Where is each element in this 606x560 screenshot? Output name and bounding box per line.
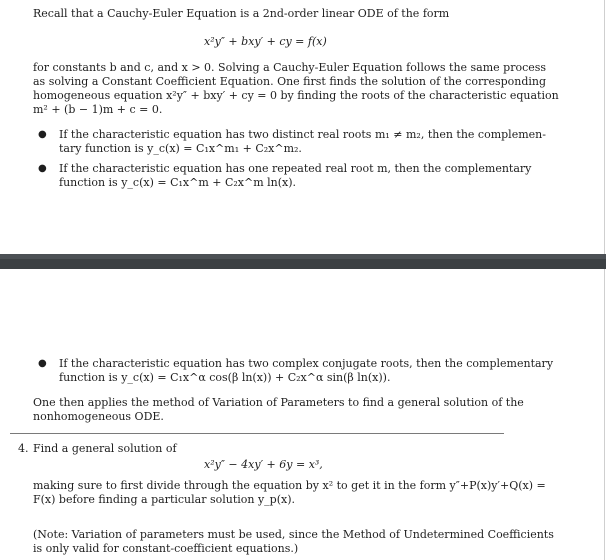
- document-page-1: [0, 0, 605, 254]
- paragraph-line: One then applies the method of Variation of Parameters to find a general solution of the: [33, 396, 524, 409]
- bullet-icon: ●: [38, 129, 47, 140]
- paragraph-line: m² + (b − 1)m + c = 0.: [33, 103, 163, 116]
- paragraph-line: nonhomogeneous ODE.: [33, 410, 164, 423]
- bullet-text: If the characteristic equation has one repeated real root m, then the complementary: [59, 162, 532, 175]
- cauchy-euler-equation: x²y″ + bxy′ + cy = f(x): [204, 35, 327, 48]
- bullet-text: If the characteristic equation has two complex conjugate roots, then the complementary: [59, 357, 554, 370]
- paragraph-line: as solving a Constant Coefficient Equation. One first finds the solution of the corresponding: [33, 75, 547, 88]
- intro-line: Recall that a Cauchy-Euler Equation is a 2nd-order linear ODE of the form: [33, 7, 450, 20]
- document-page-2: [0, 269, 605, 560]
- paragraph-line: F(x) before finding a particular solution y_p(x).: [33, 493, 296, 506]
- bullet-icon: ●: [38, 358, 47, 369]
- paragraph-line: making sure to first divide through the equation by x² to get it in the form y″+P(x)y′+Q(x) =: [33, 479, 546, 492]
- paragraph-line: for constants b and c, and x > 0. Solving a Cauchy-Euler Equation follows the same process: [33, 61, 547, 74]
- paragraph-line: homogeneous equation x²y″ + bxy′ + cy = 0 by finding the roots of the characteristic equation: [33, 89, 559, 102]
- section-divider: [10, 433, 504, 434]
- bullet-text: function is y_c(x) = C₁x^m + C₂x^m ln(x).: [59, 176, 297, 189]
- problem-prompt: Find a general solution of: [33, 442, 177, 455]
- bullet-text: If the characteristic equation has two distinct real roots m₁ ≠ m₂, then the complemen-: [59, 128, 546, 141]
- bullet-icon: ●: [38, 163, 47, 174]
- bullet-text: tary function is y_c(x) = C₁x^m₁ + C₂x^m₂.: [59, 142, 302, 155]
- problem-equation: x²y″ − 4xy′ + 6y = x³,: [204, 458, 323, 471]
- note-line: is only valid for constant-coefficient equations.): [33, 542, 299, 555]
- problem-number: 4.: [18, 442, 29, 455]
- page-gap: [0, 254, 606, 269]
- bullet-text: function is y_c(x) = C₁x^α cos(β ln(x)) + C₂x^α sin(β ln(x)).: [59, 371, 391, 384]
- note-line: (Note: Variation of parameters must be used, since the Method of Undetermined Coefficients: [33, 528, 554, 541]
